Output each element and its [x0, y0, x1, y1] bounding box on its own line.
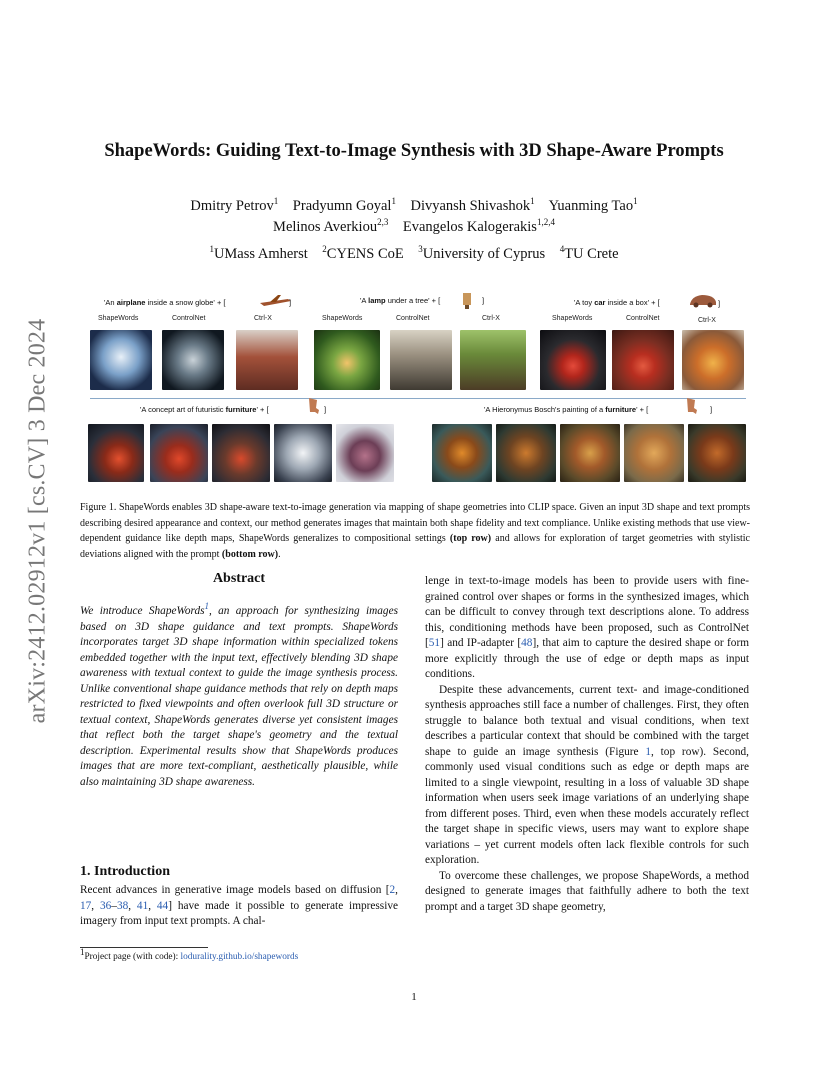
author-affil: 1,2,4: [536, 217, 555, 228]
affil-num: 2: [322, 244, 327, 255]
citation-link[interactable]: 51: [428, 637, 441, 649]
affiliation: TU Crete: [564, 246, 619, 262]
result-image: [460, 330, 526, 390]
affiliation: University of Cyprus: [422, 246, 546, 262]
col-ctrlx: Ctrl-X: [254, 315, 272, 322]
author: Evangelos Kalogerakis: [402, 219, 537, 235]
prompt-bracket: ]: [324, 405, 327, 414]
result-image: [540, 330, 606, 390]
intro-text: Recent advances in generative image models based on diffusion [2, 17, 36–38, 41, 44] have made it possible to generate impressive imagery from input text prompts. A chal-: [80, 884, 399, 927]
prompt-furniture-concept: 'A concept art of futuristic furniture' + [: [140, 405, 269, 414]
result-image: [90, 330, 152, 390]
author: Yuanming Tao: [548, 198, 634, 214]
affil-num: 3: [418, 244, 423, 255]
footnote-rule: [80, 947, 208, 948]
citation-link[interactable]: 44: [156, 899, 169, 912]
arxiv-stamp: [14, 286, 62, 756]
prompt-bracket: ]: [710, 405, 713, 414]
citation-link[interactable]: 48: [521, 637, 533, 649]
affil-num: 1: [209, 244, 214, 255]
affiliation: CYENS CoE: [326, 246, 404, 262]
col-shapewords: ShapeWords: [552, 315, 593, 322]
chair-shape-icon: [684, 396, 700, 416]
author: Melinos Averkiou: [273, 219, 378, 235]
result-image: [432, 424, 492, 482]
chair-shape-icon: [306, 396, 322, 416]
result-image: [688, 424, 746, 482]
author-affil: 2,3: [377, 217, 389, 228]
result-image: [212, 424, 270, 482]
citation-link[interactable]: 36: [99, 899, 112, 912]
result-image: [274, 424, 332, 482]
project-page-link[interactable]: lodurality.github.io/shapewords: [180, 952, 299, 963]
col-shapewords: ShapeWords: [98, 315, 139, 322]
prompt-lamp: 'A lamp under a tree' + [: [360, 296, 441, 305]
citation-link[interactable]: 41: [136, 899, 149, 912]
paragraph: Despite these advancements, current text- and image-conditioned synthesis approaches still face a number of challenges. First, they often struggle to balance both textual and visual conditions, when text describes a particular context that should be combined with the target shape to guide an image synthesis (Figure 1, top row). Second, commonly used visual conditions such as edge or depth maps are limited to a single viewpoint, resulting in a loss of valuable 3D shape information when users seek image variations of an underlying shape from different poses. Third, even when these models accurately reflect the target shape in specific views, users may want to explore shape variations – yet current models often lack flexible controls for such exploration.: [425, 683, 749, 866]
author: Dmitry Petrov: [190, 198, 274, 214]
result-image: [624, 424, 684, 482]
right-column-text: [425, 574, 749, 915]
author-affil: 1: [273, 196, 279, 207]
prompt-bracket: ]: [718, 299, 721, 308]
footnote-number: 1: [80, 947, 85, 957]
prompt-airplane: 'An airplane inside a snow globe' + [: [104, 298, 226, 307]
col-shapewords: ShapeWords: [322, 315, 363, 322]
car-shape-icon: [688, 292, 721, 308]
author-line-1: [60, 195, 768, 217]
author: Divyansh Shivashok: [410, 198, 531, 214]
footnote: $^1$Project page (with code): lodurality.github.io/shapewords: [80, 947, 299, 963]
col-ctrlx: Ctrl-X: [482, 315, 500, 322]
author-affil: 1: [633, 196, 638, 207]
result-image: [236, 330, 298, 390]
airplane-shape-icon: [258, 294, 292, 308]
result-image: [560, 424, 620, 482]
citation-link[interactable]: 2: [389, 884, 396, 896]
result-image: [496, 424, 556, 482]
abstract-text: We introduce ShapeWords$^1$, an approach for synthesizing images based on 3D shape guidance and text prompts. ShapeWords incorporates target 3D shape information within specialized tokens embedded together with the input text, effectively blending 3D shape awareness with textual context to guide the image synthesis process. Unlike conventional shape guidance methods that rely on depth maps restricted to fixed viewpoints and often overlook full 3D structure or textual context, ShapeWords generates diverse yet consistent images that reflect both the target shape's geometry and the textual description. Experimental results show that ShapeWords produces images that are more text-compliant, aesthetically plausible, while also maintaining 3D shape awareness.: [80, 601, 398, 788]
result-image: [150, 424, 208, 482]
citation-link[interactable]: 17: [80, 899, 92, 912]
author-affil: 1: [530, 196, 535, 207]
col-controlnet: ControlNet: [396, 315, 430, 322]
figure-caption: Figure 1. ShapeWords enables 3D shape-aware text-to-image generation via mapping of shape geometries into CLIP space. Given an input 3D shape and text prompts describing desired appearance and context, our method generates images that maintain both shape fidelity and text compliance. Unlike existing methods that use view-dependent guidance like depth maps, ShapeWords generalizes to compositional settings (top row) and allows for exploration of target geometries with stylistic deviations aligned with the prompt (bottom row).: [80, 502, 750, 560]
col-controlnet: ControlNet: [172, 315, 206, 322]
paper-title: ShapeWords: Guiding Text-to-Image Synthesis with 3D Shape-Aware Prompts: [104, 141, 724, 161]
result-image: [612, 330, 674, 390]
prompt-furniture-bosch: 'A Hieronymus Bosch's painting of a furniture' + [: [484, 405, 649, 414]
paragraph: To overcome these challenges, we propose ShapeWords, a method designed to generate images that faithfully adhere to both the text prompt and a target 3D shape geometry,: [425, 869, 749, 913]
result-image: [682, 330, 744, 390]
affiliations: [60, 243, 768, 265]
author: Pradyumn Goyal: [292, 198, 392, 214]
result-image: [314, 330, 380, 390]
footnote-marker[interactable]: 1: [204, 601, 210, 612]
lamp-shape-icon: [460, 292, 474, 310]
page-number: 1: [411, 991, 417, 1003]
arxiv-id: arXiv:2412.02912v1 [cs.CV] 3 Dec 2024: [24, 318, 51, 724]
result-image: [88, 424, 144, 482]
row-divider: [90, 398, 746, 399]
col-ctrlx: Ctrl-X: [698, 317, 716, 324]
figure-link[interactable]: 1: [645, 745, 652, 758]
teaser-figure: [84, 290, 746, 490]
paragraph: lenge in text-to-image models has been to provide users with fine-grained control over shapes or forms in the synthesized images, which can be difficult to convey through text descriptions alone. To address this, conditioning methods have been proposed, such as ControlNet [51] and IP-adapter [48], that aim to capture the desired shape or form more explicitly through the use of edge or depth maps as input conditions.: [425, 575, 749, 680]
author-affil: 1: [391, 196, 396, 207]
abstract-heading: Abstract: [212, 571, 266, 586]
affiliation: UMass Amherst: [213, 246, 308, 262]
prompt-bracket: ]: [289, 298, 292, 307]
affil-num: 4: [559, 244, 565, 255]
result-image: [390, 330, 452, 390]
prompt-car: 'A toy car inside a box' + [: [574, 298, 660, 307]
author-line-2: [60, 216, 768, 238]
col-controlnet: ControlNet: [626, 315, 660, 322]
result-image: [162, 330, 224, 390]
section-heading: 1. Introduction: [80, 864, 170, 879]
result-image: [336, 424, 394, 482]
prompt-bracket: ]: [482, 296, 485, 305]
citation-link[interactable]: 38: [116, 899, 129, 912]
